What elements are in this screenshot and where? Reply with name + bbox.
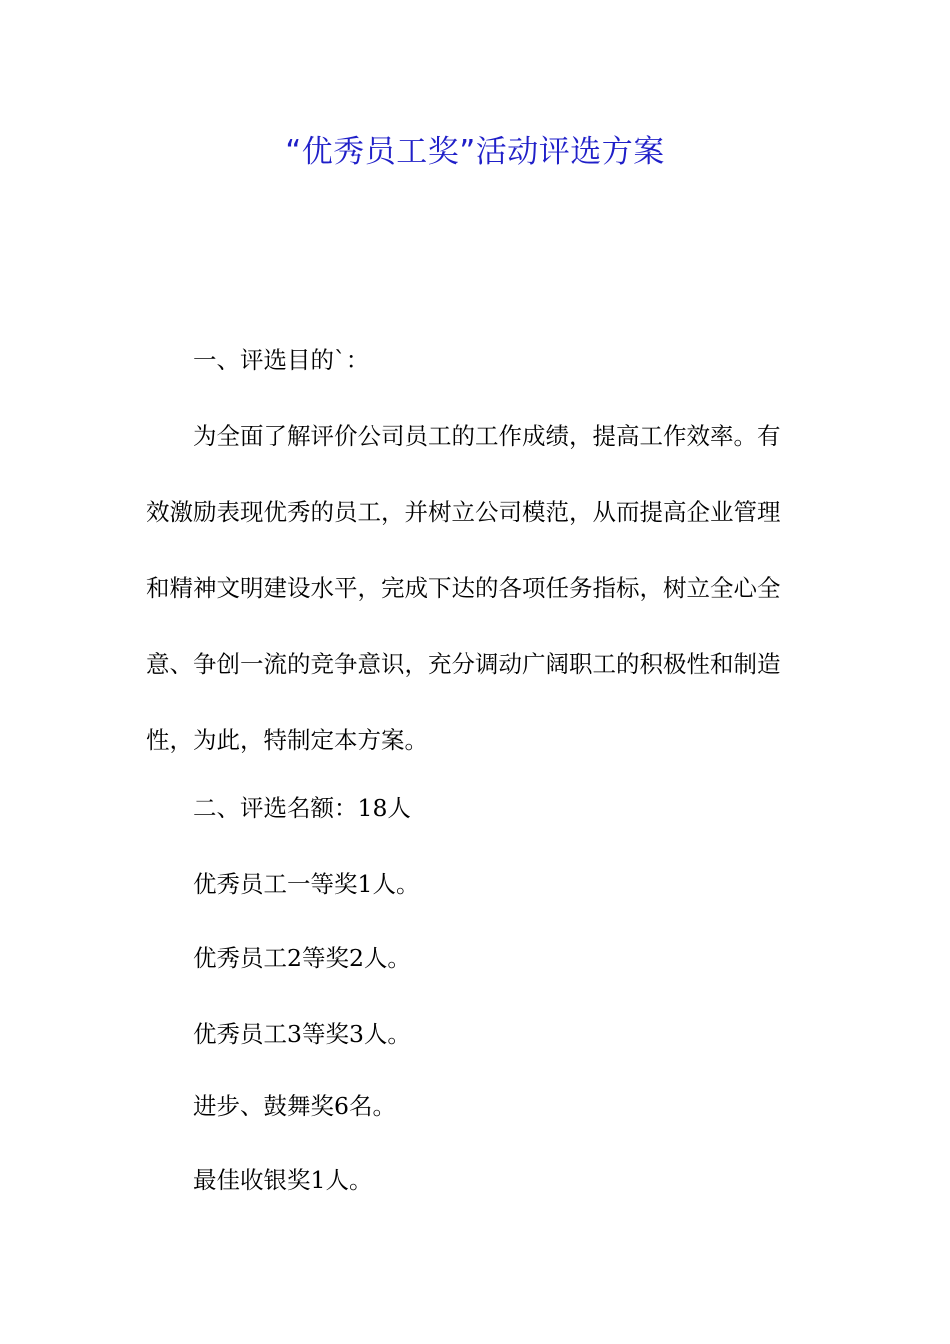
- section1-line-2: 效激励表现优秀的员工，并树立公司模范，从而提高企业管理: [146, 498, 781, 526]
- quota-item-1: 优秀员工一等奖1人。: [193, 870, 420, 898]
- section1-line-1: 为全面了解评价公司员工的工作成绩，提高工作效率。有: [193, 422, 781, 450]
- quota-item-4: 进步、鼓舞奖6名。: [193, 1092, 396, 1120]
- section1-heading: 一、评选目的`：: [193, 346, 370, 374]
- section1-body: [146, 398, 806, 778]
- quota-item-3: 优秀员工3等奖3人。: [193, 1020, 411, 1048]
- document-title: “优秀员工奖”活动评选方案: [285, 134, 665, 170]
- quota-item-5: 最佳收银奖1人。: [193, 1166, 373, 1194]
- section2-heading: 二、评选名额：18人: [193, 794, 411, 822]
- section1-line-5: 性，为此，特制定本方案。: [146, 726, 428, 754]
- quota-item-2: 优秀员工2等奖2人。: [193, 944, 411, 972]
- section1-line-3: 和精神文明建设水平，完成下达的各项任务指标，树立全心全: [146, 574, 781, 602]
- section1-line-4: 意、争创一流的竞争意识，充分调动广阔职工的积极性和制造: [146, 650, 781, 678]
